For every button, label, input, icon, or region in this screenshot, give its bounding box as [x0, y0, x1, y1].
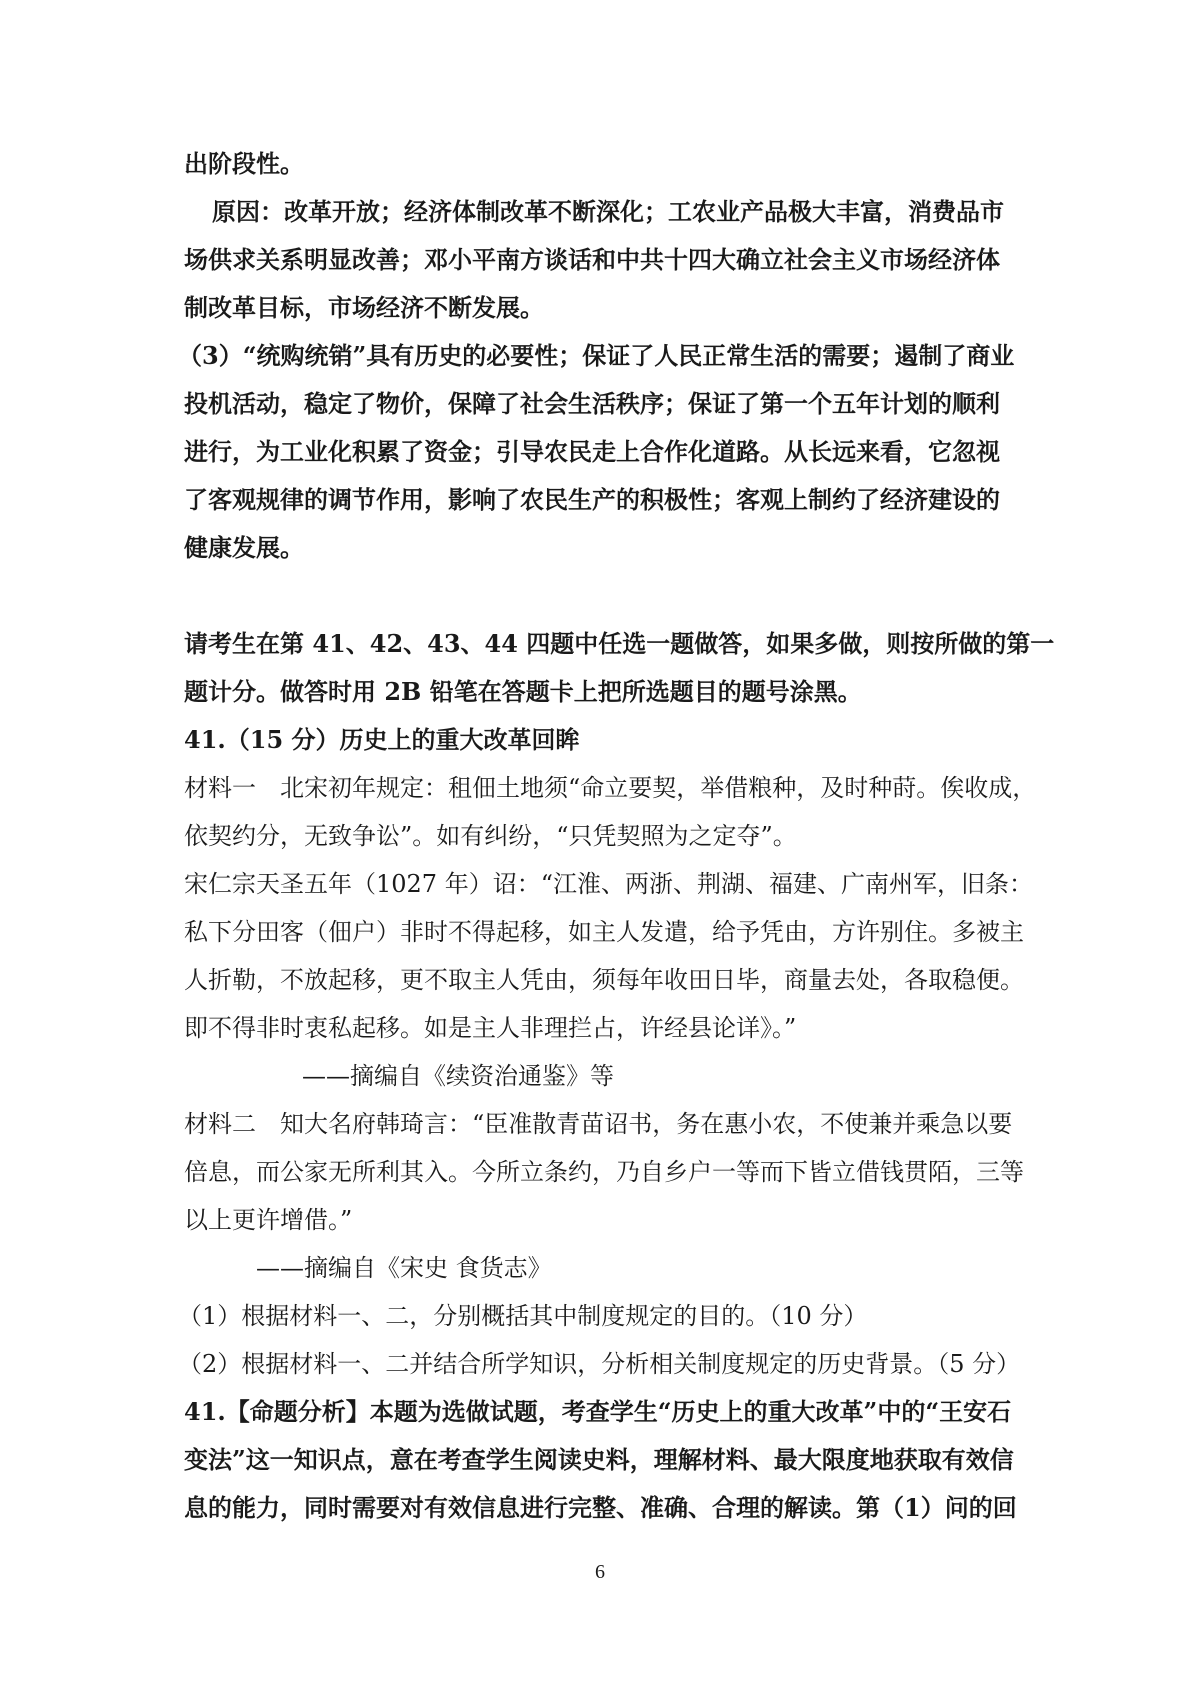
material-line: 材料一 北宋初年规定：租佃土地须“命立要契，举借粮种，及时种莳。俟收成，: [184, 774, 1037, 802]
answer-line: 原因：改革开放；经济体制改革不断深化；工农业产品极大丰富，消费品市: [212, 197, 1004, 226]
answer-line: 制改革目标，市场经济不断发展。: [184, 293, 544, 322]
instruction-line: 请考生在第 41、42、43、44 四题中任选一题做答，如果多做，则按所做的第一: [184, 629, 1055, 658]
material-line: 私下分田客（佃户）非时不得起移，如主人发遣，给予凭由，方许别住。多被主: [184, 918, 1024, 946]
document-page: [178, 140, 1055, 1532]
material-line: 人折勒，不放起移，更不取主人凭由，须每年收田日毕，商量去处，各取稳便。: [184, 966, 1024, 994]
analysis-line: 41.【命题分析】本题为选做试题，考查学生“历史上的重大改革”中的“王安石: [184, 1397, 1012, 1426]
instruction-line: 题计分。做答时用 2B 铅笔在答题卡上把所选题目的题号涂黑。: [184, 677, 862, 706]
analysis-41: [184, 1388, 1024, 1532]
sub-question-1: （1）根据材料一、二，分别概括其中制度规定的目的。（10 分）: [178, 1302, 868, 1330]
material-line: 以上更许增借。”: [184, 1206, 353, 1234]
spacer: [184, 572, 1024, 620]
answer-line: 投机活动，稳定了物价，保障了社会生活秩序；保证了第一个五年计划的顺利: [184, 389, 1000, 418]
material-line: 倍息，而公家无所利其入。今所立条约，乃自乡户一等而下皆立借钱贯陌，三等: [184, 1158, 1024, 1186]
answer-block: [178, 140, 1024, 572]
answer-line: 了客观规律的调节作用，影响了农民生产的积极性；客观上制约了经济建设的: [184, 485, 1000, 514]
page-number: 6: [595, 1561, 605, 1583]
answer-line: 场供求关系明显改善；邓小平南方谈话和中共十四大确立社会主义市场经济体: [184, 245, 1000, 274]
analysis-line: 变法”这一知识点，意在考查学生阅读史料，理解材料、最大限度地获取有效信: [184, 1445, 1014, 1474]
material-line: 材料二 知大名府韩琦言：“臣准散青苗诏书，务在惠小农，不使兼并乘急以要: [184, 1110, 1013, 1138]
material-1: [184, 764, 1037, 1100]
material-line: 依契约分，无致争讼”。如有纠纷，“只凭契照为之定夺”。: [184, 822, 797, 850]
sub-question-2: （2）根据材料一、二并结合所学知识，分析相关制度规定的历史背景。（5 分）: [178, 1350, 1021, 1378]
material-2: [184, 1100, 1024, 1292]
material-source: ——摘编自《宋史 食货志》: [256, 1254, 552, 1282]
answer-line: （3）“统购统销”具有历史的必要性；保证了人民正常生活的需要；遏制了商业: [178, 341, 1015, 370]
instruction-block: [184, 620, 1055, 716]
analysis-line: 息的能力，同时需要对有效信息进行完整、准确、合理的解读。第（1）问的回: [184, 1493, 1017, 1522]
question-41: [178, 716, 1037, 1388]
material-line: 即不得非时衷私起移。如是主人非理拦占，许经县论详》。”: [184, 1014, 797, 1042]
answer-line: 健康发展。: [184, 533, 304, 562]
question-title: 41.（15 分）历史上的重大改革回眸: [184, 725, 580, 754]
answer-line: 进行，为工业化积累了资金；引导农民走上合作化道路。从长远来看，它忽视: [184, 437, 1000, 466]
material-source: ——摘编自《续资治通鉴》等: [302, 1062, 614, 1090]
answer-line: 出阶段性。: [184, 149, 304, 178]
material-line: 宋仁宗天圣五年（1027 年）诏：“江淮、两浙、荆湖、福建、广南州军，旧条：: [184, 870, 1033, 898]
